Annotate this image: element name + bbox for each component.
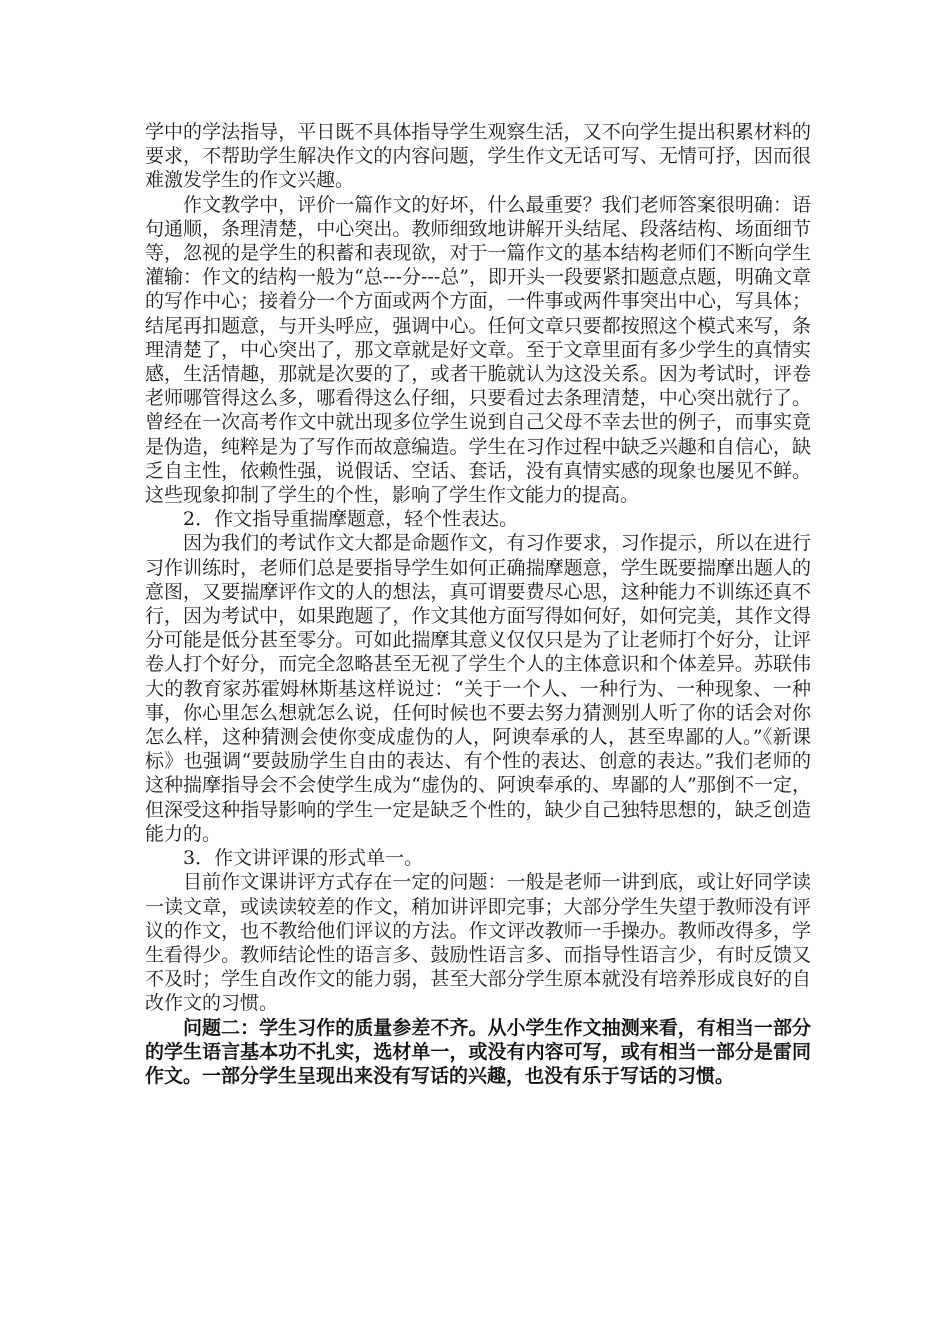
heading-point-2: 2．作文指导重揣摩题意，轻个性表达。 [183, 508, 519, 531]
paragraph-problem-2: 问题二：学生习作的质量参差不齐。从小学生作文抽测来看，有相当一部分的学生语言基本功不扎实，选材单一，或没有内容可写，或有相当一部分是雷同作文。一部分学生呈现出来没有写话的兴趣，也没有乐于写话的习惯。 [145, 1016, 811, 1087]
paragraph-evaluation: 作文教学中，评价一篇作文的好坏，什么最重要？我们老师答案很明确：语句通顺，条理清楚，中心突出。教师细致地讲解开头结尾、段落结构、场面细节等，忽视的是学生的积蓄和表现欲，对于一篇作文的基本结构老师们不断向学生灌输：作文的结构一般为“总---分---总”，即开头一段要紧扣题意点题，明确文章的写作中心；接着分一个方面或两个方面，一件事或两件事突出中心，写具体；结尾再扣题意，与开头呼应，强调中心。任何文章只要都按照这个模式来写，条理清楚了，中心突出了，那文章就是好文章。至于文章里面有多少学生的真情实感，生活情趣，那就是次要的了，或者干脆就认为这没关系。因为考试时，评卷老师哪管得这么多，哪看得这么仔细，只要看过去条理清楚，中心突出就行了。曾经在一次高考作文中就出现多位学生说到自己父母不幸去世的例子，而事实竟是伪造，纯粹是为了写作而故意编造。学生在习作过程中缺乏兴趣和自信心，缺乏自主性，依赖性强，说假话、空话、套话，没有真情实感的现象也屡见不鲜。这些现象抑制了学生的个性，影响了学生作文能力的提高。 [145, 193, 811, 507]
paragraph-continuation: 学中的学法指导，平日既不具体指导学生观察生活，又不向学生提出积累材料的要求，不帮助学生解决作文的内容问题，学生作文无话可写、无情可抒，因而很难激发学生的作文兴趣。 [145, 121, 811, 192]
paragraph-point-3: 目前作文课讲评方式存在一定的问题：一般是老师一讲到底，或让好同学读一读文章，或读读较差的作文，稍加讲评即完事；大部分学生失望于教师没有评议的作文，也不教给他们评议的方法。作文评改教师一手操办。教师改得多，学生看得少。教师结论性的语言多、鼓励性语言多、而指导性语言少，有时反馈又不及时；学生自改作文的能力弱，甚至大部分学生原本就没有培养形成良好的自改作文的习惯。 [145, 871, 811, 1015]
paragraph-point-2: 因为我们的考试作文大都是命题作文，有习作要求，习作提示，所以在进行习作训练时，老师们总是要指导学生如何正确揣摩题意，学生既要揣摩出题人的意图，又要揣摩评作文的人的想法，真可谓要费尽心思，这种能力不训练还真不行，因为考试中，如果跑题了，作文其他方面写得如何好，如何完美，其作文得分可能是低分甚至零分。可如此揣摩其意义仅仅只是为了让老师打个好分，让评卷人打个好分，而完全忽略甚至无视了学生个人的主体意识和个体差异。苏联伟大的教育家苏霍姆林斯基这样说过：“关于一个人、一种行为、一种现象、一种事，你心里怎么想就怎么说，任何时候也不要去努力猜测别人听了你的话会对你怎么样，这种猜测会使你变成虚伪的人，阿谀奉承的人，甚至卑鄙的人。”《新课标》也强调“要鼓励学生自由的表达、有个性的表达、创意的表达。”我们老师的这种揣摩指导会不会使学生成为“虚伪的、阿谀奉承的、卑鄙的人”那倒不一定，但深受这种指导影响的学生一定是缺乏个性的，缺少自己独特思想的，缺乏创造能力的。 [145, 532, 811, 845]
heading-point-3: 3．作文讲评课的形式单一。 [183, 847, 424, 870]
document-body [145, 120, 811, 1088]
